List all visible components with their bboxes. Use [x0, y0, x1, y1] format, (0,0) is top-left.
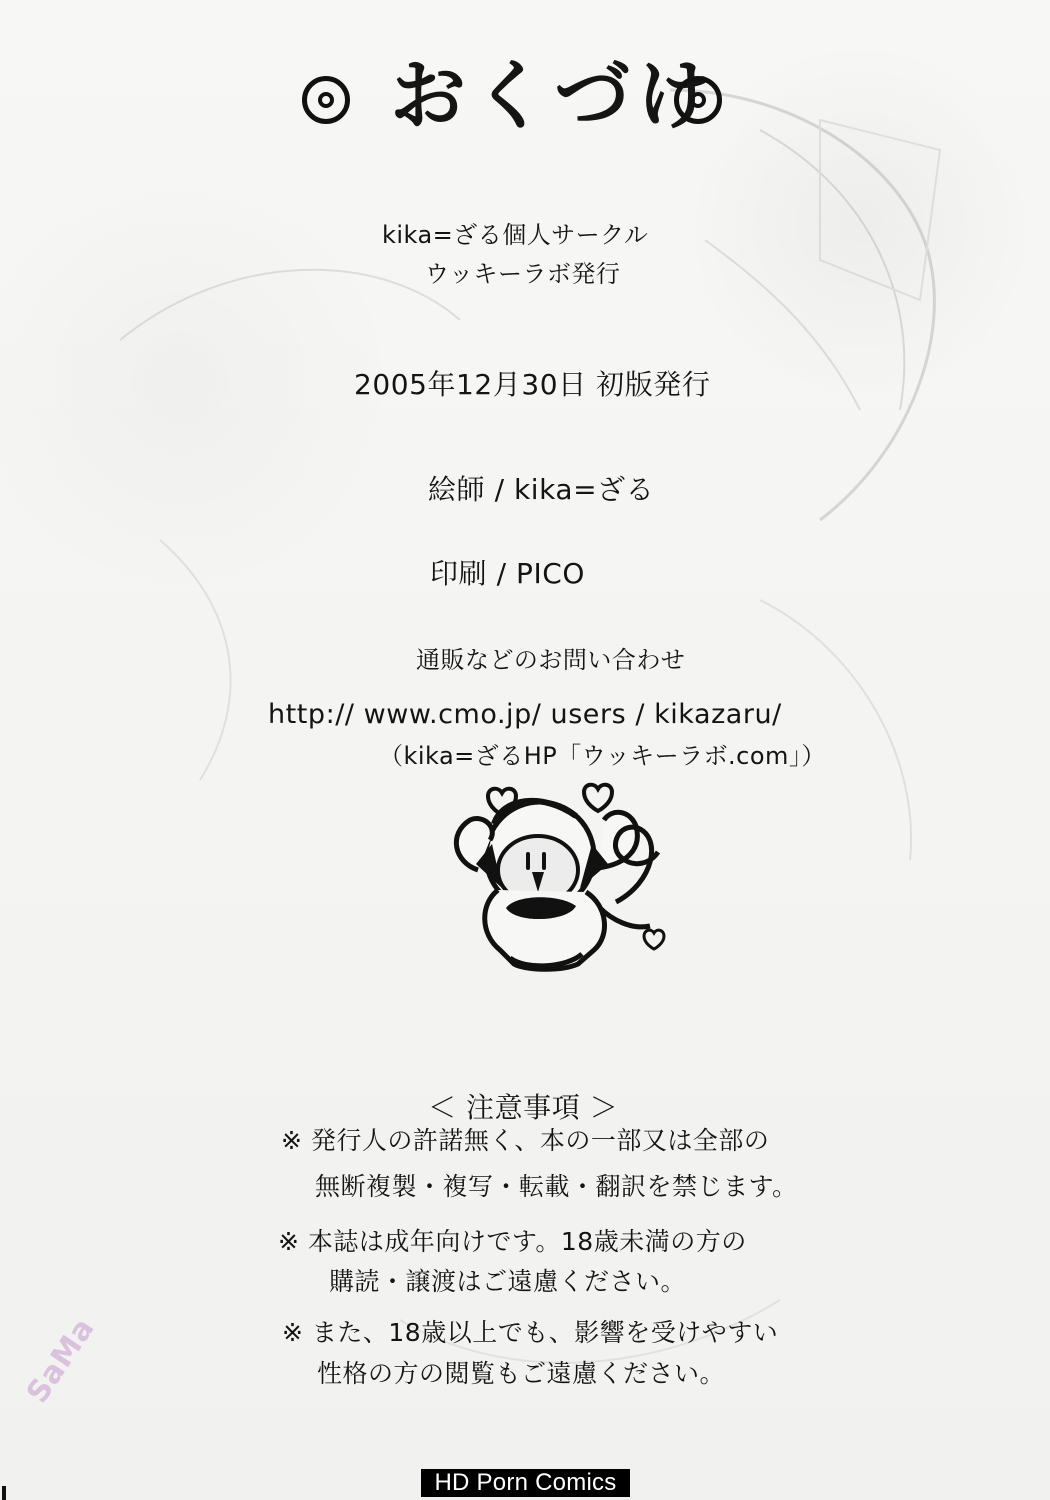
website-url: http:// www.cmo.jp/ users / kikazaru/ — [268, 699, 782, 730]
page-edge-mark — [2, 1486, 6, 1500]
page-title: おくづけ — [390, 51, 719, 140]
heart-icon — [584, 785, 612, 811]
double-circle-icon — [674, 76, 722, 124]
title-block — [302, 51, 722, 150]
circle-line-2: ウッキーラボ発行 — [425, 260, 621, 288]
artist-credit: 絵師 / kika=ざる — [428, 473, 655, 506]
circle-line-1: kika=ざる個人サークル — [382, 221, 649, 249]
notice-line-3: ※ 本誌は成年向けです。18歳未満の方の — [278, 1227, 747, 1256]
notice-line-5: ※ また、18歳以上でも、影響を受けやすい — [282, 1318, 779, 1347]
notice-line-4: 購読・譲渡はご遠慮ください。 — [329, 1267, 687, 1296]
corner-watermark: SaMa — [20, 1311, 102, 1410]
inquiry-line: 通販などのお問い合わせ — [416, 646, 686, 674]
notice-heading: ＜ 注意事項 ＞ — [428, 1091, 619, 1124]
notice-line-6: 性格の方の閲覧もご遠慮ください。 — [317, 1359, 726, 1388]
notice-line-1: ※ 発行人の許諾無く、本の一部又は全部の — [281, 1126, 770, 1155]
heart-icon — [644, 930, 664, 949]
printer-credit: 印刷 / PICO — [430, 557, 586, 590]
site-watermark-label: HD Porn Comics — [421, 1469, 630, 1497]
double-circle-icon — [302, 76, 350, 124]
homepage-note: （kika=ざるHP「ウッキーラボ.com」） — [379, 742, 826, 770]
publication-date: 2005年12月30日 初版発行 — [354, 368, 711, 401]
monkey-icon — [430, 770, 690, 990]
notice-line-2: 無断複製・複写・転載・翻訳を禁じます。 — [315, 1172, 798, 1201]
